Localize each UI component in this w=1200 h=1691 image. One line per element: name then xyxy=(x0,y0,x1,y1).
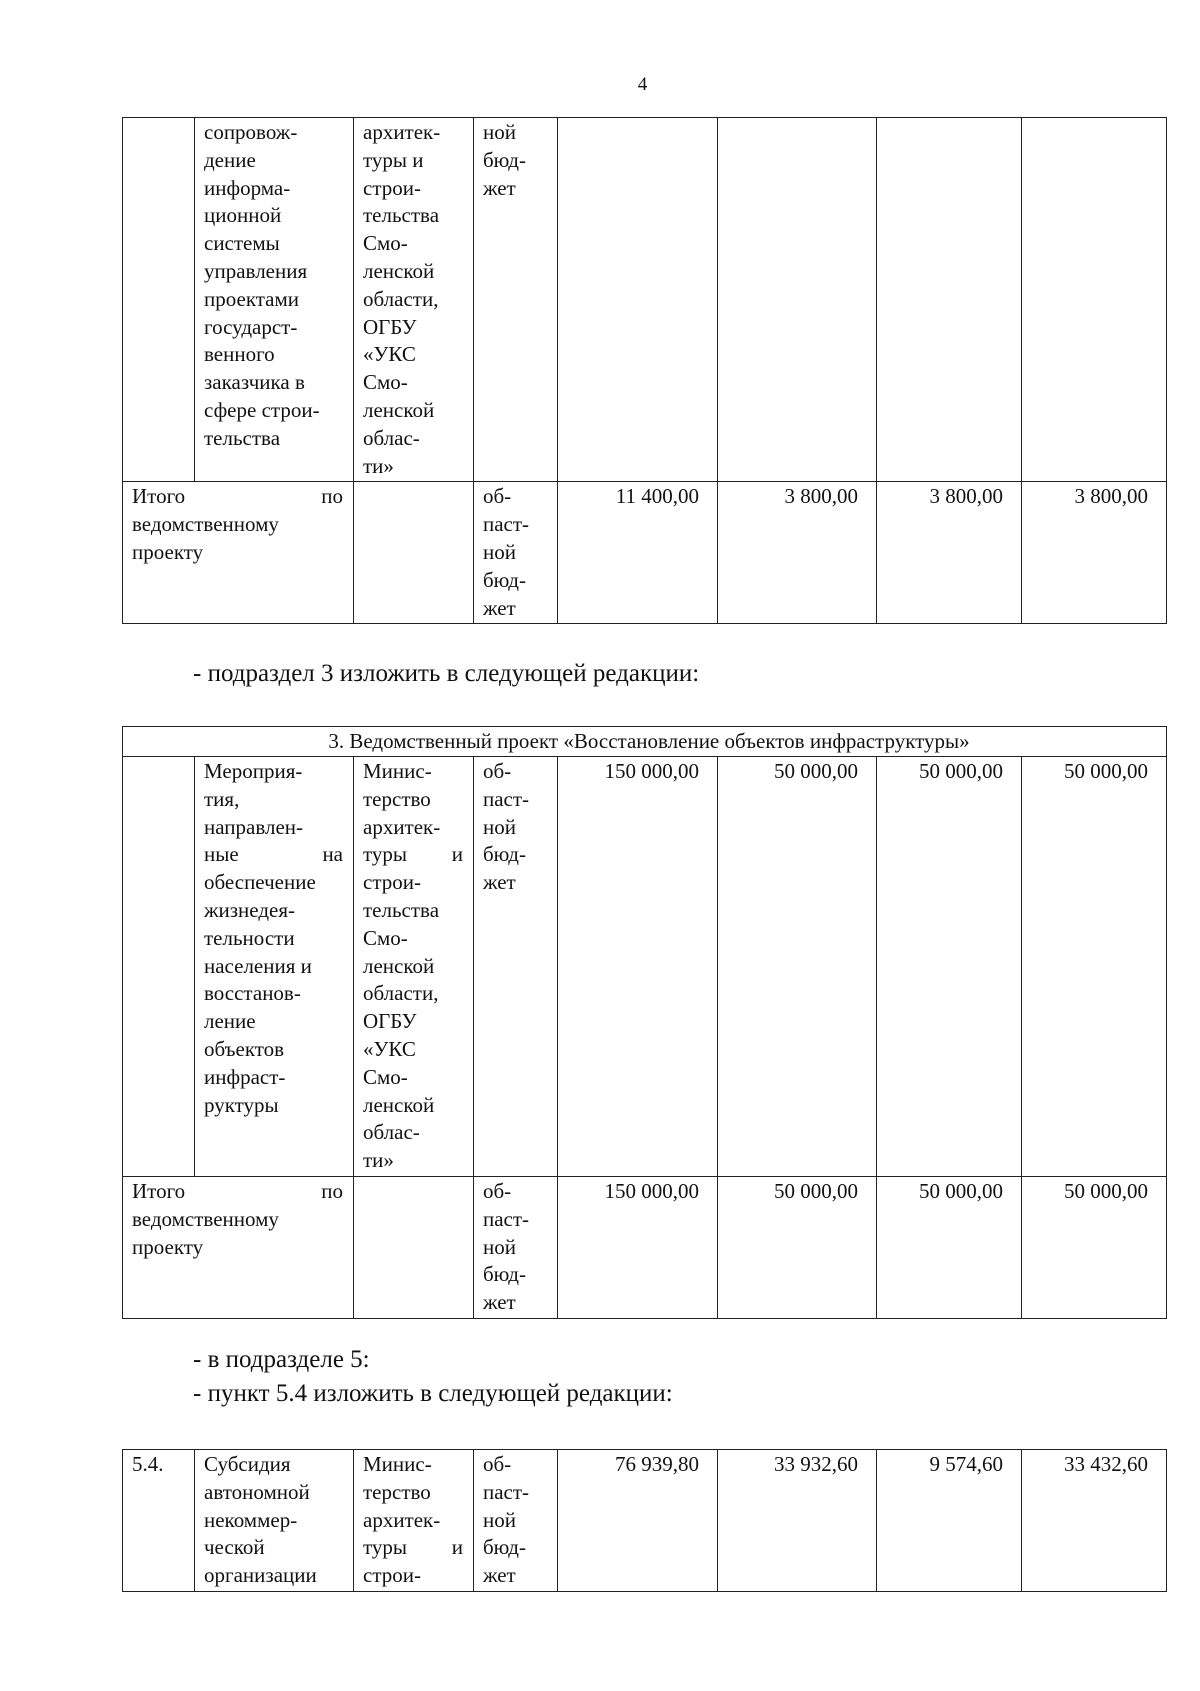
text-line: бюд- xyxy=(483,1535,526,1560)
text-line: ленской xyxy=(363,258,435,283)
cell-value-total: 76 939,80 xyxy=(558,1450,718,1592)
text-line: ной xyxy=(483,1234,516,1259)
text-line: системы xyxy=(204,231,280,256)
cell-event-name xyxy=(195,118,354,482)
paragraph-instruction: - пункт 5.4 изложить в следующей редакции: xyxy=(193,1380,673,1407)
cell-executor xyxy=(354,482,474,624)
text-line: жет xyxy=(483,595,516,620)
section-title: 3. Ведомственный проект «Восстановление объектов инфраструктуры» xyxy=(123,727,1167,757)
cell-value xyxy=(1022,118,1167,482)
table-row-total xyxy=(123,1176,1167,1318)
cell-executor xyxy=(354,1450,474,1592)
text-line: Субсидия xyxy=(204,1452,291,1476)
text-line: ление xyxy=(204,1009,256,1034)
table-project-continuation xyxy=(122,117,1167,624)
cell-value-year1: 50 000,00 xyxy=(718,1176,877,1318)
text-line: жет xyxy=(483,1290,516,1315)
text-word: по xyxy=(321,1178,343,1203)
text-line: строи- xyxy=(363,1563,421,1588)
cell-number: 5.4. xyxy=(123,1450,195,1592)
text-line: некоммер- xyxy=(204,1507,298,1532)
text-line: терство xyxy=(363,1479,431,1504)
text-line: ленской xyxy=(363,397,435,422)
cell-event-name xyxy=(195,757,354,1177)
text-line: Смо- xyxy=(363,1064,408,1089)
text-line: «УКС xyxy=(363,1036,416,1061)
text-word: ные xyxy=(204,842,239,867)
text-line: ленской xyxy=(363,1092,435,1117)
cell-value-total: 11 400,00 xyxy=(558,482,718,624)
text-line: направлен- xyxy=(204,814,304,839)
text-word: Итого xyxy=(132,484,186,509)
cell-funding-source xyxy=(474,118,558,482)
text-line: инфраст- xyxy=(204,1064,286,1089)
text-line: бюд- xyxy=(483,1262,526,1287)
text-line: венного xyxy=(204,342,275,367)
text-line: ведомственному xyxy=(132,512,279,537)
text-line: архитек- xyxy=(363,120,441,144)
text-line: бюд- xyxy=(483,842,526,867)
text-line: Смо- xyxy=(363,231,408,256)
text-line: восстанов- xyxy=(204,981,301,1006)
text-line: облас- xyxy=(363,1120,420,1145)
text-word: на xyxy=(322,842,343,867)
text-line: объектов xyxy=(204,1036,285,1061)
text-line: облас- xyxy=(363,425,420,450)
text-line: паст- xyxy=(483,1206,530,1231)
cell-total-label xyxy=(123,1176,354,1318)
text-line: Смо- xyxy=(363,925,408,950)
cell-value xyxy=(718,118,877,482)
text-line: об- xyxy=(483,1452,512,1476)
text-word: туры xyxy=(363,1535,408,1560)
text-line xyxy=(363,841,473,869)
text-line: жет xyxy=(483,175,516,200)
text-line: проекту xyxy=(132,539,204,564)
paragraph-instruction: - в подразделе 5: xyxy=(193,1346,370,1373)
cell-value-year3: 50 000,00 xyxy=(1022,1176,1167,1318)
cell-funding-source xyxy=(474,1176,558,1318)
text-line: Минис- xyxy=(363,759,432,783)
text-line: «УКС xyxy=(363,342,416,367)
text-line: области, xyxy=(363,286,439,311)
cell-event-name xyxy=(195,1450,354,1592)
table-subsection-3 xyxy=(122,726,1167,1319)
cell-value-year1: 33 932,60 xyxy=(718,1450,877,1592)
page-number: 4 xyxy=(637,74,648,95)
text-line: строи- xyxy=(363,175,421,200)
text-line xyxy=(363,1534,473,1562)
cell-value-total: 150 000,00 xyxy=(558,1176,718,1318)
text-line: терство xyxy=(363,786,431,811)
cell-value xyxy=(558,118,718,482)
cell-value-year1: 50 000,00 xyxy=(718,757,877,1177)
cell-number xyxy=(123,757,195,1177)
text-line: бюд- xyxy=(483,567,526,592)
text-line: строи- xyxy=(363,870,421,895)
table-row-total xyxy=(123,482,1167,624)
text-line: об- xyxy=(483,484,512,509)
text-line: ОГБУ xyxy=(363,1009,417,1034)
table-row xyxy=(123,757,1167,1177)
text-line: Смо- xyxy=(363,370,408,395)
text-line: ной xyxy=(483,120,516,144)
text-line: туры и xyxy=(363,147,424,172)
text-line: тельства xyxy=(363,897,440,922)
text-line: ти» xyxy=(363,1148,394,1173)
text-line: Мероприя- xyxy=(204,759,303,783)
text-line: тельства xyxy=(363,203,440,228)
text-line: ционной xyxy=(204,203,282,228)
paragraph-instruction: - подраздел 3 изложить в следующей редакции: xyxy=(193,660,700,687)
text-line xyxy=(132,483,353,511)
text-word: Итого xyxy=(132,1178,186,1203)
text-line: ческой xyxy=(204,1535,265,1560)
cell-value xyxy=(877,118,1022,482)
cell-executor xyxy=(354,1176,474,1318)
text-line: заказчика в xyxy=(204,370,305,395)
text-line: сфере строи- xyxy=(204,397,320,422)
text-line: паст- xyxy=(483,1479,530,1504)
text-line: ти» xyxy=(363,453,394,478)
text-line xyxy=(204,841,353,869)
cell-value-year3: 3 800,00 xyxy=(1022,482,1167,624)
text-line: проекту xyxy=(132,1234,204,1259)
text-line: тельства xyxy=(204,425,281,450)
cell-total-label xyxy=(123,482,354,624)
cell-value-year2: 50 000,00 xyxy=(877,757,1022,1177)
cell-value-year3: 33 432,60 xyxy=(1022,1450,1167,1592)
text-line: ной xyxy=(483,1507,516,1532)
text-line: информа- xyxy=(204,175,291,200)
table-item-5-4 xyxy=(122,1449,1167,1592)
text-line: об- xyxy=(483,1178,512,1203)
text-line: обеспечение xyxy=(204,870,316,895)
text-word: туры xyxy=(363,842,408,867)
text-word: и xyxy=(451,1535,463,1560)
text-line: государст- xyxy=(204,314,298,339)
text-line: ленской xyxy=(363,953,435,978)
text-line: сопровож- xyxy=(204,120,298,144)
text-line: проектами xyxy=(204,286,300,311)
text-line: паст- xyxy=(483,786,530,811)
text-line: автономной xyxy=(204,1479,310,1504)
cell-value-total: 150 000,00 xyxy=(558,757,718,1177)
text-line: Минис- xyxy=(363,1452,432,1476)
cell-value-year2: 3 800,00 xyxy=(877,482,1022,624)
cell-value-year1: 3 800,00 xyxy=(718,482,877,624)
cell-value-year2: 9 574,60 xyxy=(877,1450,1022,1592)
cell-executor xyxy=(354,757,474,1177)
text-line: руктуры xyxy=(204,1092,279,1117)
cell-funding-source xyxy=(474,482,558,624)
text-line: архитек- xyxy=(363,1507,441,1532)
text-line: жет xyxy=(483,1563,516,1588)
text-line: ной xyxy=(483,814,516,839)
text-word: по xyxy=(321,484,343,509)
text-line: тия, xyxy=(204,786,240,811)
cell-number xyxy=(123,118,195,482)
text-line: об- xyxy=(483,759,512,783)
text-line: населения и xyxy=(204,953,312,978)
text-line: области, xyxy=(363,981,439,1006)
cell-funding-source xyxy=(474,757,558,1177)
cell-funding-source xyxy=(474,1450,558,1592)
text-line: архитек- xyxy=(363,814,441,839)
table-row xyxy=(123,1450,1167,1592)
text-word: и xyxy=(451,842,463,867)
text-line xyxy=(132,1178,353,1206)
text-line: ведомственному xyxy=(132,1206,279,1231)
cell-value-year3: 50 000,00 xyxy=(1022,757,1167,1177)
text-line: управления xyxy=(204,258,308,283)
text-line: ной xyxy=(483,539,516,564)
text-line: дение xyxy=(204,147,256,172)
text-line: бюд- xyxy=(483,147,526,172)
cell-value-year2: 50 000,00 xyxy=(877,1176,1022,1318)
text-line: жет xyxy=(483,870,516,895)
cell-executor xyxy=(354,118,474,482)
table-row-title xyxy=(123,727,1167,757)
text-line: тельности xyxy=(204,925,295,950)
table-row xyxy=(123,118,1167,482)
text-line: жизнедея- xyxy=(204,897,295,922)
text-line: организации xyxy=(204,1563,317,1588)
text-line: паст- xyxy=(483,512,530,537)
text-line: ОГБУ xyxy=(363,314,417,339)
